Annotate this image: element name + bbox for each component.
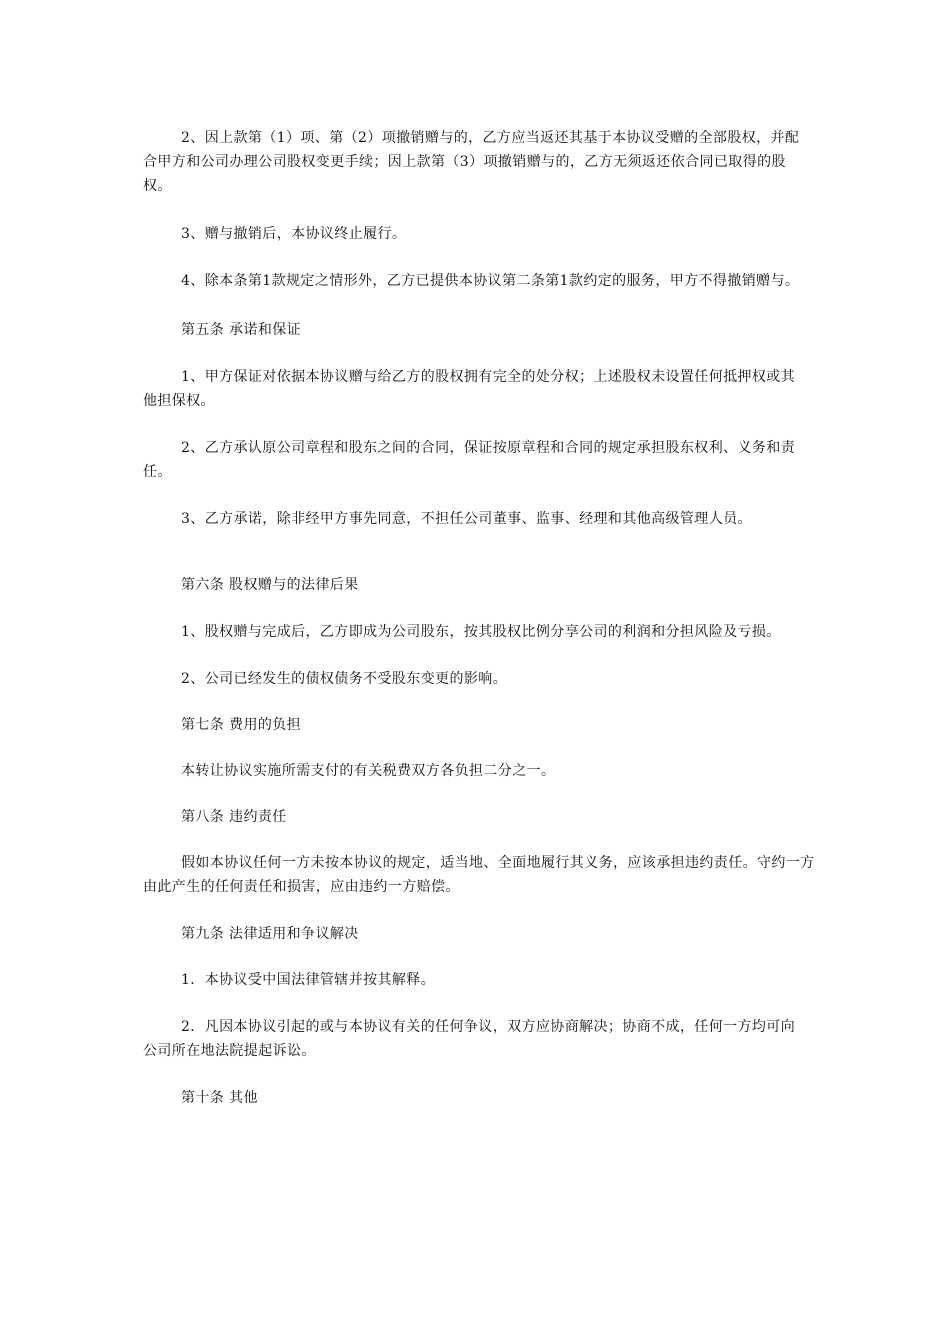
article-7-heading: 第七条 费用的负担: [181, 717, 302, 733]
article-9-heading: 第九条 法律适用和争议解决: [181, 926, 359, 942]
paragraph-revocation-exception: 4、除本条第1款规定之情形外，乙方已提供本协议第二条第1款约定的服务，甲方不得撤销赠与。: [181, 273, 800, 289]
paragraph-revocation-termination: 3、赠与撤销后，本协议终止履行。: [181, 226, 407, 242]
article-8-heading: 第八条 违约责任: [181, 809, 287, 825]
paragraph-consequence-shareholder: 1、股权赠与完成后，乙方即成为公司股东，按其股权比例分享公司的利润和分担风险及亏损。: [181, 624, 781, 640]
article-5-heading: 第五条 承诺和保证: [181, 322, 302, 338]
paragraph-costs: 本转让协议实施所需支付的有关税费双方各负担二分之一。: [181, 763, 556, 779]
paragraph-warranty-disposal: 1、甲方保证对依据本协议赠与给乙方的股权拥有完全的处分权；上述股权未设置任何抵押权或其他担保权。: [143, 369, 796, 409]
paragraph-warranty-charter: 2、乙方承认原公司章程和股东之间的合同，保证按原章程和合同的规定承担股东权利、义务和责任。: [143, 440, 796, 480]
paragraph-governing-law: 1．本协议受中国法律管辖并按其解释。: [181, 972, 436, 988]
paragraph-consequence-debts: 2、公司已经发生的债权债务不受股东变更的影响。: [181, 671, 508, 687]
article-6-heading: 第六条 股权赠与的法律后果: [181, 577, 359, 593]
paragraph-revocation-return: 2、因上款第（1）项、第（2）项撤销赠与的，乙方应当返还其基于本协议受赠的全部股权，并配合甲方和公司办理公司股权变更手续；因上款第（3）项撤销赠与的，乙方无须返还依合同已取得的股权。: [143, 130, 800, 194]
article-10-heading: 第十条 其他: [181, 1090, 258, 1106]
paragraph-breach: 假如本协议任何一方未按本协议的规定，适当地、全面地履行其义务，应该承担违约责任。守约一方由此产生的任何责任和损害，应由违约一方赔偿。: [143, 855, 815, 895]
document-page: [143, 126, 823, 1110]
paragraph-dispute-resolution: 2．凡因本协议引起的或与本协议有关的任何争议，双方应协商解决；协商不成，任何一方均可向公司所在地法院提起诉讼。: [143, 1019, 796, 1059]
paragraph-warranty-positions: 3、乙方承诺，除非经甲方事先同意，不担任公司董事、监事、经理和其他高级管理人员。: [181, 511, 752, 527]
